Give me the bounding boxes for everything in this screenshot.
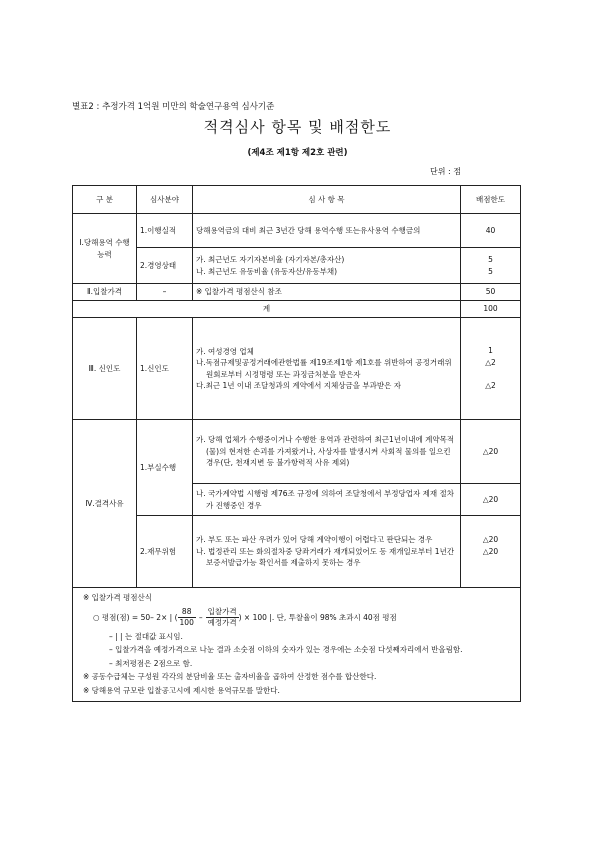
item-text — [193, 248, 461, 284]
note-line: ※ 당해용역 규모란 입찰공고시에 제시한 용역규모를 말한다. — [83, 685, 280, 695]
section-label: Ⅱ.입찰가격 — [73, 284, 137, 301]
table-row — [73, 318, 521, 420]
note-line: ※ 공동수급체는 구성원 각각의 분담비율 또는 출자비율을 곱하여 산정한 점수를 합산한다. — [83, 672, 377, 681]
fraction-denominator: 예정가격 — [207, 617, 237, 627]
points-value: △2 — [485, 357, 496, 367]
area-label: 2.재무위험 — [137, 516, 193, 588]
document-subtitle: (제4조 제1항 제2호 관련) — [247, 148, 348, 158]
fraction-numerator: 입찰가격 — [207, 606, 237, 616]
header-area: 심사분야 — [137, 186, 193, 214]
item-line: 다.최근 1년 이내 조달청과의 계약에서 지체상금을 부과받은 자 — [196, 381, 401, 390]
note-line: – 입찰가격을 예정가격으로 나눈 결과 소숫점 이하의 숫자가 있는 경우에는 소숫점 다섯째자리에서 반올림함. — [109, 645, 463, 654]
points-cell — [461, 516, 521, 588]
area-label: 1.이행실적 — [137, 214, 193, 248]
item-text — [193, 318, 461, 420]
formula-tail: . 단, 투찰율이 98% 초과시 40점 평점 — [271, 612, 397, 622]
points-value: △20 — [482, 546, 499, 556]
area-label: 1.신인도 — [137, 318, 193, 420]
header-items: 심 사 항 목 — [193, 186, 461, 214]
formula-prefix: ○ 평점(점) = 50– 2× | ( — [93, 612, 178, 622]
points-cell: 40 — [461, 214, 521, 248]
points-value: 1 — [488, 346, 493, 356]
formula-suffix: ) × 100 | — [238, 612, 272, 622]
item-line: 나.독점규제및공정거래에관한법률 제19조제1항 제1호를 위반하여 공정거래위원회로부터 시정명령 또는 과징금처분을 받은자 — [196, 358, 452, 379]
item-text — [193, 420, 461, 484]
area-label: 2.경영상태 — [137, 248, 193, 284]
fraction-numerator: 88 — [178, 607, 196, 618]
formula-minus: – — [198, 612, 203, 622]
item-line: 당해용역금의 대비 최근 3년간 당해 용역수행 또는유사용역 수행금의 — [196, 225, 421, 235]
note-line: – | | 는 절대값 표시임. — [109, 631, 183, 641]
formula-heading: ※ 입찰가격 평점산식 — [83, 593, 153, 602]
notes-cell — [73, 588, 521, 702]
item-text: ※ 입찰가격 평점산식 참조 — [193, 284, 461, 301]
area-label: 1.부실수행 — [137, 420, 193, 516]
table-row — [73, 214, 521, 248]
item-line: 나. 법정관리 또는 화의절차중 당좌거래가 재개되었어도 동 재개일로부터 1년간 보증서발급가능 확인서를 제출하지 못하는 경우 — [196, 546, 455, 568]
total-row — [73, 301, 521, 318]
document-title: 적격심사 항목 및 배점한도 — [203, 118, 392, 136]
item-line: 가. 부도 또는 파산 우려가 있어 당해 계약이행이 어렵다고 판단되는 경우 — [196, 535, 433, 545]
fraction-ratio — [178, 607, 196, 628]
points-value: 5 — [488, 266, 493, 276]
points-cell: △20 — [461, 420, 521, 484]
note-line: – 최저평점은 2점으로 함. — [109, 658, 193, 668]
fraction-price — [206, 607, 239, 628]
item-line: 가. 당해 업체가 수행중이거나 수행한 용역과 관련하여 최근1년이내에 계약목적(물)의 현저한 손괴를 가져왔거나, 사상자를 발생시켜 사회적 물의를 일으킨 경우(단, 천재지변 등 불가항력적 사유 제외) — [196, 435, 455, 468]
item-line: 나. 국가계약법 시행령 제76조 규정에 의하여 조달청에서 부정당업자 제재 절차가 진행중인 경우 — [196, 489, 454, 510]
item-line: 가. 최근년도 자기자본비율 (자기자본/총자산) — [196, 255, 345, 264]
item-text — [193, 214, 461, 248]
header-category: 구 분 — [73, 186, 137, 214]
table-row — [73, 420, 521, 484]
total-label: 계 — [73, 301, 461, 318]
points-cell: 50 — [461, 284, 521, 301]
total-points: 100 — [461, 301, 521, 318]
unit-label: 단위 : 점 — [430, 167, 461, 176]
item-text — [193, 484, 461, 516]
table-row — [73, 248, 521, 284]
section-label: Ⅳ.결격사유 — [73, 420, 137, 588]
points-value: △20 — [482, 535, 499, 544]
table-row — [73, 284, 521, 301]
points-value: △2 — [485, 381, 496, 391]
evaluation-table — [72, 185, 521, 702]
table-row — [73, 516, 521, 588]
price-formula — [83, 607, 512, 628]
item-line: 가. 여성경영 업체 — [196, 346, 254, 356]
notes-row — [73, 588, 521, 702]
header-points: 배점한도 — [461, 186, 521, 214]
points-cell — [461, 248, 521, 284]
points-value: 5 — [488, 255, 493, 264]
area-label: – — [137, 284, 193, 301]
table-header-row — [73, 186, 521, 214]
document-caption: 별표2 : 추정가격 1억원 미만의 학술연구용역 심사기준 — [72, 102, 275, 112]
points-cell — [461, 318, 521, 420]
points-cell: △20 — [461, 484, 521, 516]
item-line: 나. 최근년도 유동비율 (유동자산/유동부채) — [196, 266, 338, 276]
item-text — [193, 516, 461, 588]
section-label: Ⅲ. 신인도 — [73, 318, 137, 420]
section-label: Ⅰ.당해용역 수행능력 — [73, 214, 137, 284]
fraction-denominator: 100 — [179, 617, 194, 627]
